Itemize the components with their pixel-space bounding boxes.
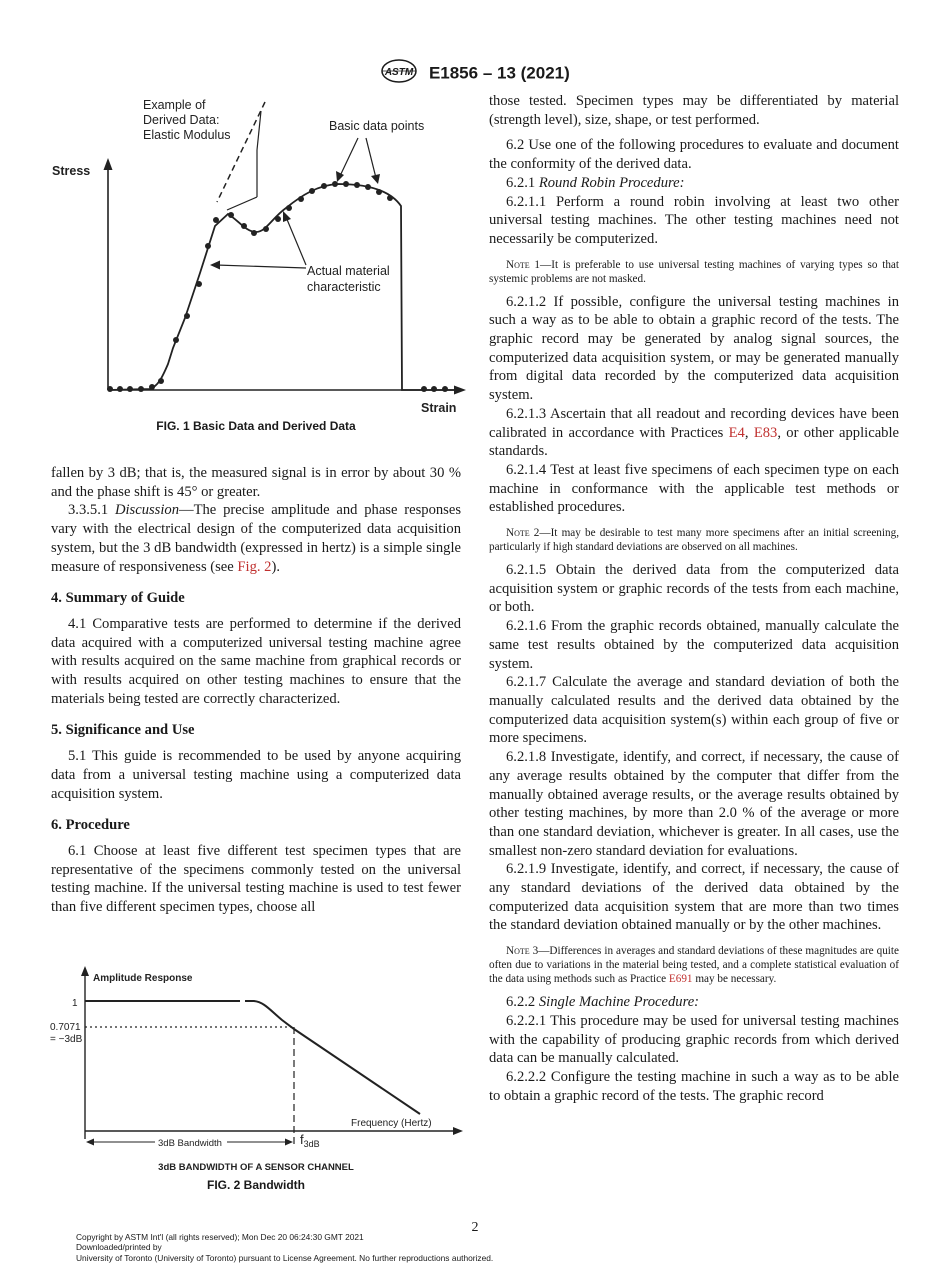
note-1: Note 1—It is preferable to use universal testing machines of varying types so that systemic problems are not masked. [489,258,899,285]
page-number: 2 [471,1220,479,1235]
note-3: Note 3—Differences in averages and standard deviations of these magnitudes are quite often due to variations in the material being tested, and a complete statistical evaluation of the data using methods such as Practice E691 may be necessary. [489,945,899,986]
label-derived-3: Elastic Modulus [143,128,231,142]
paragraph-6-2-1-2: 6.2.1.2 If possible, configure the universal testing machines in such a way as to be able to obtain a graphic record of the tests. The graphic record may be generated by analog signal sources, the computerized data acquisition system, or may be generated manually from digital data recorded by the computerized data acquisition system. [489,293,899,404]
f3db-label: $f_{3dB}$ [300,1132,320,1149]
figure-2-subtitle: 3dB BANDWIDTH OF A SENSOR CHANNEL [158,1162,354,1173]
document-designation: E1856 – 13 (2021) [428,63,570,83]
fig-2-link[interactable]: Fig. 2 [237,558,272,575]
paragraph-6-2: 6.2 Use one of the following procedures to evaluate and document the conformity of the derived data. [489,137,899,173]
y-label-half-2: = −3dB [50,1034,83,1045]
label-strain: Strain [421,401,457,415]
y-label-half-1: 0.7071 [50,1022,81,1033]
figure-2 [48,964,464,1174]
paragraph-6-2-2: 6.2.2 Single Machine Procedure: [506,994,700,1011]
bandwidth-label: 3dB Bandwidth [158,1138,222,1149]
label-actual-1: Actual material [307,264,390,278]
label-stress: Stress [52,164,91,178]
paragraph-6-2-2-1: 6.2.2.1 This procedure may be used for universal testing machines with the capability of producing graphic records from which derived data can be manually calculated. [489,1012,899,1067]
paragraph-6-2-2-2: 6.2.2.2 Configure the testing machine in such a way as to be able to obtain a graphic record of the tests. The graphic record [489,1068,899,1104]
page-header [0,58,950,89]
astm-logo [380,58,418,89]
paragraph-4-1: 4.1 Comparative tests are performed to determine if the derived data acquired with a computerized universal testing machine agree with results acquired on the same machine from graphical records or with results acquired on other testing machines to ensure that the materials being tested are correctly characterized. [51,615,461,707]
paragraph-6-2-1-9: 6.2.1.9 Investigate, identify, and correct, if necessary, the cause of any standard deviations of the derived data obtained by the computerized data acquisition system that are more than two times the standard deviation obtained manually or by the other machines. [489,861,899,934]
label-derived-2: Derived Data: [143,113,220,127]
right-column [489,92,899,1105]
logo-text: ASTM [385,67,414,78]
paragraph: fallen by 3 dB; that is, the measured signal is in error by about 30 % and the phase shift is 45° or greater. [51,465,461,500]
section-heading-6: 6. Procedure [51,817,130,834]
section-heading-4: 4. Summary of Guide [51,590,185,607]
paragraph-6-2-1-7: 6.2.1.7 Calculate the average and standard deviation of both the manually calculated results and the derived data obtained by the computerized data acquisition system(s) within each group of five or more specimens. [489,674,899,747]
paragraph-6-2-1-5: 6.2.1.5 Obtain the derived data from the computerized data acquisition system or graphic records of the tests from each machine, or both. [489,562,899,616]
copyright-footer [76,1232,493,1263]
paragraph-6-2-1-8: 6.2.1.8 Investigate, identify, and correct, if necessary, the cause of any average results obtained by the computer that differ from the manually obtained average results, or the average results obtained by other testing machines, by more than 2.0 % of the average or more than one standard deviation, whichever is greater. In all cases, use the smallest non-zero standard deviation for evaluations. [489,749,899,859]
paragraph: those tested. Specimen types may be differentiated by material (strength level), size, shape, or test performed. [489,93,899,128]
e691-link[interactable]: E691 [668,973,693,986]
section-heading-5: 5. Significance and Use [51,722,195,739]
figure-1 [40,92,470,437]
y-label-one: 1 [72,998,78,1009]
label-basic-data: Basic data points [329,119,425,133]
frequency-label: Frequency (Hertz) [351,1118,432,1129]
label-actual-2: characteristic [307,280,381,294]
paragraph-6-1: 6.1 Choose at least five different test specimen types that are representative of the specimens commonly tested on the universal testing machine. If the universal testing machine is used to test fewer than five different specimen types, choose all [51,842,461,916]
paragraph-6-2-1: 6.2.1 Round Robin Procedure: [506,174,685,191]
amplitude-response-label: Amplitude Response [93,973,193,984]
e83-link[interactable]: E83 [753,424,778,441]
paragraph-5-1: 5.1 This guide is recommended to be used by anyone acquiring data from a universal testing machine using a computerized data acquisition system. [51,748,461,802]
paragraph-6-2-1-3: 6.2.1.3 Ascertain that all readout and recording devices have been calibrated in accordance with Practices E4, E83, or other applicable standards. [489,405,899,460]
footer-line: University of Toronto (University of Toronto) pursuant to License Agreement. No further reproductions authorized. [76,1252,494,1263]
figure-1-caption: FIG. 1 Basic Data and Derived Data [156,419,356,433]
e4-link[interactable]: E4 [728,424,745,441]
figure-2-caption: FIG. 2 Bandwidth [207,1178,305,1192]
label-derived-1: Example of [143,98,206,112]
footer-line: Downloaded/printed by [76,1242,162,1253]
note-2: Note 2—It may be desirable to test many more specimens after an initial screening, particularly if high standard deviations are observed on all machines. [489,527,899,554]
paragraph-6-2-1-4: 6.2.1.4 Test at least five specimens of each specimen type on each machine in conformance with the applicable test methods or established procedures. [489,461,899,516]
left-column [51,464,461,917]
paragraph-6-2-1-1: 6.2.1.1 Perform a round robin involving at least two other universal testing machines. The other testing machines need not necessarily be computerized. [489,193,899,247]
paragraph-3-3-5-1: 3.3.5.1 Discussion—The precise amplitude and phase responses vary with the electrical design of the computerized data acquisition system, but the 3 dB bandwidth (expressed in hertz) is a simple single measure of responsiveness (see Fig. 2). [51,502,461,575]
paragraph-6-2-1-6: 6.2.1.6 From the graphic records obtained, manually calculate the same test results obtained by the computerized data acquisition system. [489,618,899,672]
footer-line: Copyright by ASTM Int'l (all rights reserved); Mon Dec 20 06:24:30 GMT 2021 [76,1232,364,1242]
